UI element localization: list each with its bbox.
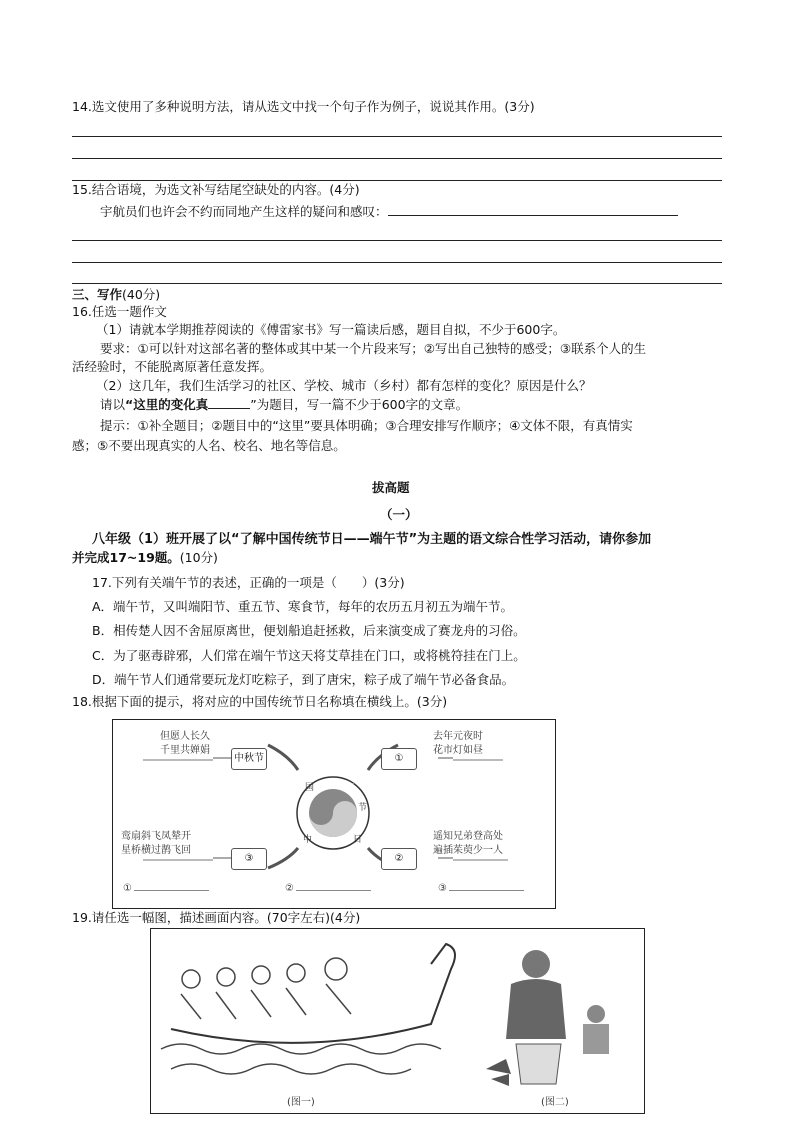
intro-cont [72,550,218,566]
option-2-title [100,397,468,413]
option-d[interactable]: D．端午节人们通常要玩龙灯吃粽子，到了唐宋，粽子成了端午节必备食品。 [92,672,515,687]
question-15: 15.结合语境，为选文补写结尾空缺处的内容。(4分) [72,182,360,197]
question-18: 18.根据下面的提示，将对应的中国传统节日名称填在横线上。(3分) [72,694,448,709]
festival-diagram [112,719,556,909]
hint-cont: 感；⑤不要出现真实的人名、校名、地名等信息。 [72,438,346,453]
poem-top-right [433,730,483,758]
answer-label: ③ [438,883,447,894]
center-char: 统 [345,783,355,793]
poem-line: 去年元夜时 [433,731,483,742]
node-3: ③ [231,848,267,870]
section-writing [72,287,160,303]
answer-blank[interactable] [388,215,678,216]
zongzi-illustration [151,929,644,1113]
poem-top-left [160,730,210,758]
hint: 提示：①补全题目；②题目中的“这里”要具体明确；③合理安排写作顺序；④文体不限，有真情实 [100,418,633,433]
center-char: 中 [303,835,313,845]
caption-figure-2: (图二) [541,1097,569,1108]
poem-line: 花市灯如昼 [433,745,483,756]
answer-label: ① [123,883,132,894]
advanced-title: 拔高题 [372,480,410,495]
poem-line: 但愿人长久 [160,731,210,742]
answer-line[interactable] [72,283,722,284]
intro-score: (10分) [179,550,218,565]
poem-line: 遥知兄弟登高处 [433,831,503,842]
option-a[interactable]: A．端午节，又叫端阳节、重五节、寒食节，每年的农历五月初五为端午节。 [92,599,514,614]
answer-line[interactable] [72,158,722,159]
answer-line[interactable] [72,240,722,241]
option-2: （2）这几年，我们生活学习的社区、学校、城市（乡村）都有怎样的变化？原因是什么？ [96,378,592,393]
answer-line[interactable] [72,262,722,263]
center-char: 传 [323,781,333,791]
poem-line: 鸾扇斜飞凤辇开 [121,831,191,842]
answer-label: ② [285,883,294,894]
intro: 八年级（1）班开展了以“了解中国传统节日——端午节”为主题的语文综合性学习活动，请你参加 [92,532,652,547]
part-number: （一） [380,507,418,522]
option-1: （1）请就本学期推荐阅读的《傅雷家书》写一篇读后感，题目自拟，不少于600字。 [96,322,566,337]
prompt-text: 宇航员们也许会不约而同地产生这样的疑问和感叹： [100,204,388,219]
poem-line: 星桥横过鹊飞回 [121,845,191,856]
question-15-prompt [100,204,678,220]
node-1: ① [381,748,417,770]
center-char: 日 [353,835,363,845]
poem-bottom-right [433,830,503,858]
answer-line[interactable] [72,180,722,181]
question-14: 14.选文使用了多种说明方法，请从选文中找一个句子作为例子，说说其作用。(3分) [72,99,535,114]
question-16: 16.任选一题作文 [72,304,167,319]
section-title: 三、写作 [72,287,123,302]
title-text: “这里的变化真 [125,397,209,412]
caption-figure-1: (图一) [287,1097,315,1108]
poem-bottom-left [121,830,191,858]
answer-1[interactable] [123,883,209,894]
answer-line[interactable] [72,136,722,137]
center-char: 国 [305,783,315,793]
question-17: 17.下列有关端午节的表述，正确的一项是（ ）(3分) [92,575,405,590]
poem-line: 千里共婵娟 [160,745,210,756]
intro-text: 并完成17~19题。 [72,550,180,565]
title-post: ”为题目，写一篇不少于600字的文章。 [250,397,469,412]
node-mid-autumn: 中秋节 [231,748,267,770]
node-2: ② [381,848,417,870]
poem-line: 遍插茱萸少一人 [433,845,503,856]
answer-3[interactable] [438,883,524,894]
section-score: (40分) [122,287,161,302]
title-blank[interactable] [208,408,250,409]
option-1-requirement-cont: 活经验时，不能脱离原著任意发挥。 [72,359,273,374]
option-b[interactable]: B．相传楚人因不舍屈原离世，便划船追赶拯救，后来演变成了赛龙舟的习俗。 [92,623,526,638]
center-char: 节 [358,803,368,813]
picture-box [150,928,645,1114]
option-c[interactable]: C．为了驱毒辟邪，人们常在端午节这天将艾草挂在门口，或将桃符挂在门上。 [92,648,526,663]
option-1-requirement: 要求：①可以针对这部名著的整体或其中某一个片段来写；②写出自己独特的感受；③联系个人的生 [100,341,647,356]
answer-2[interactable] [285,883,371,894]
question-19: 19.请任选一幅图，描述画面内容。(70字左右)(4分) [72,910,361,925]
title-pre: 请以 [100,397,126,412]
